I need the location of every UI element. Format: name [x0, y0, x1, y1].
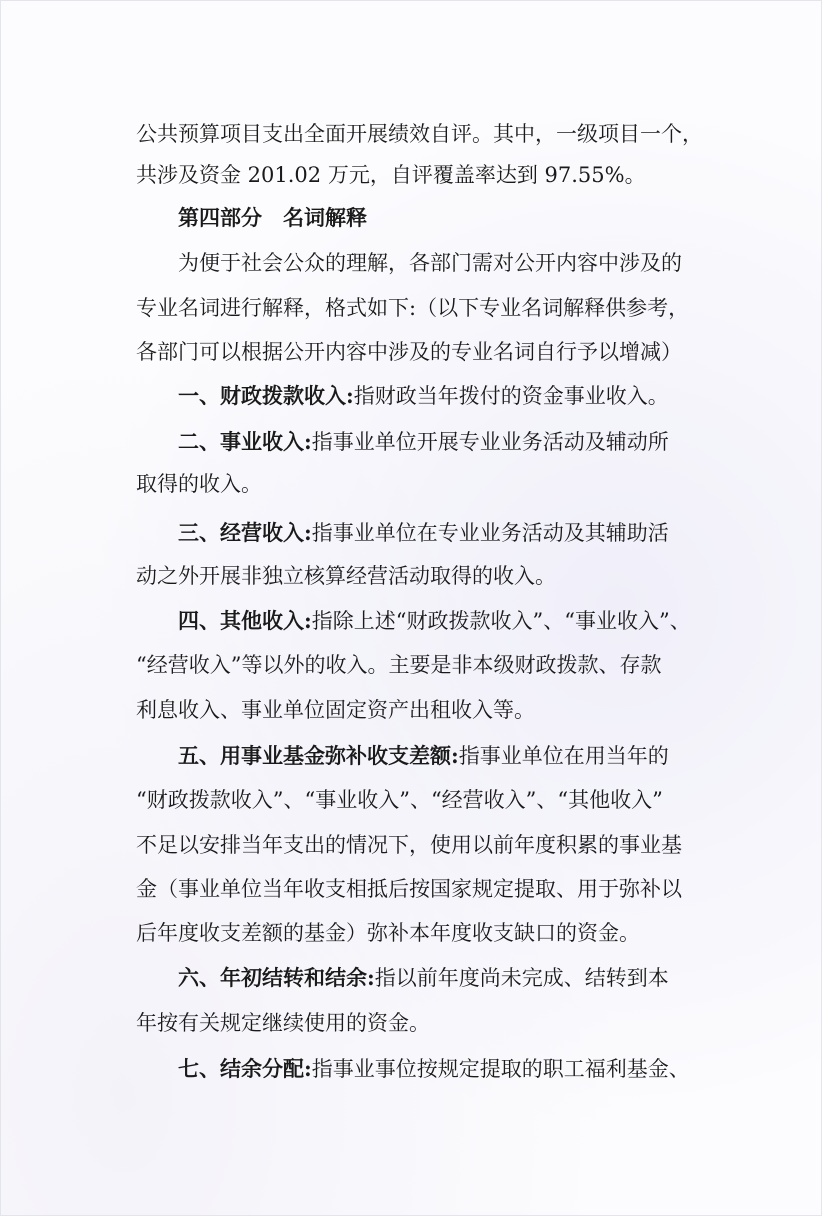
section-heading: 第四部分 名词解释	[178, 205, 367, 230]
term-definition: 三、经营收入:指事业单位在专业业务活动及其辅助活	[178, 520, 669, 545]
text-line: 各部门可以根据公开内容中涉及的专业名词自行予以增减）	[136, 340, 682, 364]
term-label: 七、结余分配:	[178, 1056, 312, 1081]
text-line: 公共预算项目支出全面开展绩效自评。其中，一级项目一个，	[136, 122, 703, 146]
term-definition: 六、年初结转和结余:指以前年度尚未完成、结转到本	[178, 965, 669, 990]
term-definition: 四、其他收入:指除上述“财政拨款收入”、“事业收入”、	[178, 608, 691, 633]
term-label: 五、用事业基金弥补收支差额:	[178, 743, 459, 768]
text-line: 金（事业单位当年收支相抵后按国家规定提取、用于弥补以	[136, 877, 682, 901]
text-line: 年按有关规定继续使用的资金。	[136, 1011, 430, 1035]
text-line: 不足以安排当年支出的情况下，使用以前年度积累的事业基	[136, 833, 682, 857]
text-line: 共涉及资金 201.02 万元，自评覆盖率达到 97.55%。	[136, 163, 646, 187]
term-definition: 七、结余分配:指事业事位按规定提取的职工福利基金、	[178, 1056, 690, 1081]
term-label: 四、其他收入:	[178, 608, 312, 633]
term-definition: 二、事业收入:指事业单位开展专业业务活动及辅动所	[178, 429, 669, 454]
text-line: 为便于社会公众的理解，各部门需对公开内容中涉及的	[178, 251, 682, 275]
text-line: 专业名词进行解释，格式如下:（以下专业名词解释供参考，	[136, 296, 690, 320]
text-line: 取得的收入。	[136, 472, 262, 496]
text-line: “财政拨款收入”、“事业收入”、“经营收入”、“其他收入”	[136, 788, 663, 812]
text-line: 利息收入、事业单位固定资产出租收入等。	[136, 698, 535, 722]
term-definition: 一、财政拨款收入:指财政当年拨付的资金事业收入。	[178, 383, 669, 408]
term-label: 一、财政拨款收入:	[178, 383, 354, 408]
term-label: 六、年初结转和结余:	[178, 965, 375, 990]
term-label: 三、经营收入:	[178, 520, 312, 545]
text-line: “经营收入”等以外的收入。主要是非本级财政拨款、存款	[136, 653, 662, 677]
term-label: 二、事业收入:	[178, 429, 312, 454]
term-definition: 五、用事业基金弥补收支差额:指事业单位在用当年的	[178, 743, 669, 768]
text-line: 后年度收支差额的基金）弥补本年度收支缺口的资金。	[136, 921, 640, 945]
text-line: 动之外开展非独立核算经营活动取得的收入。	[136, 564, 556, 588]
